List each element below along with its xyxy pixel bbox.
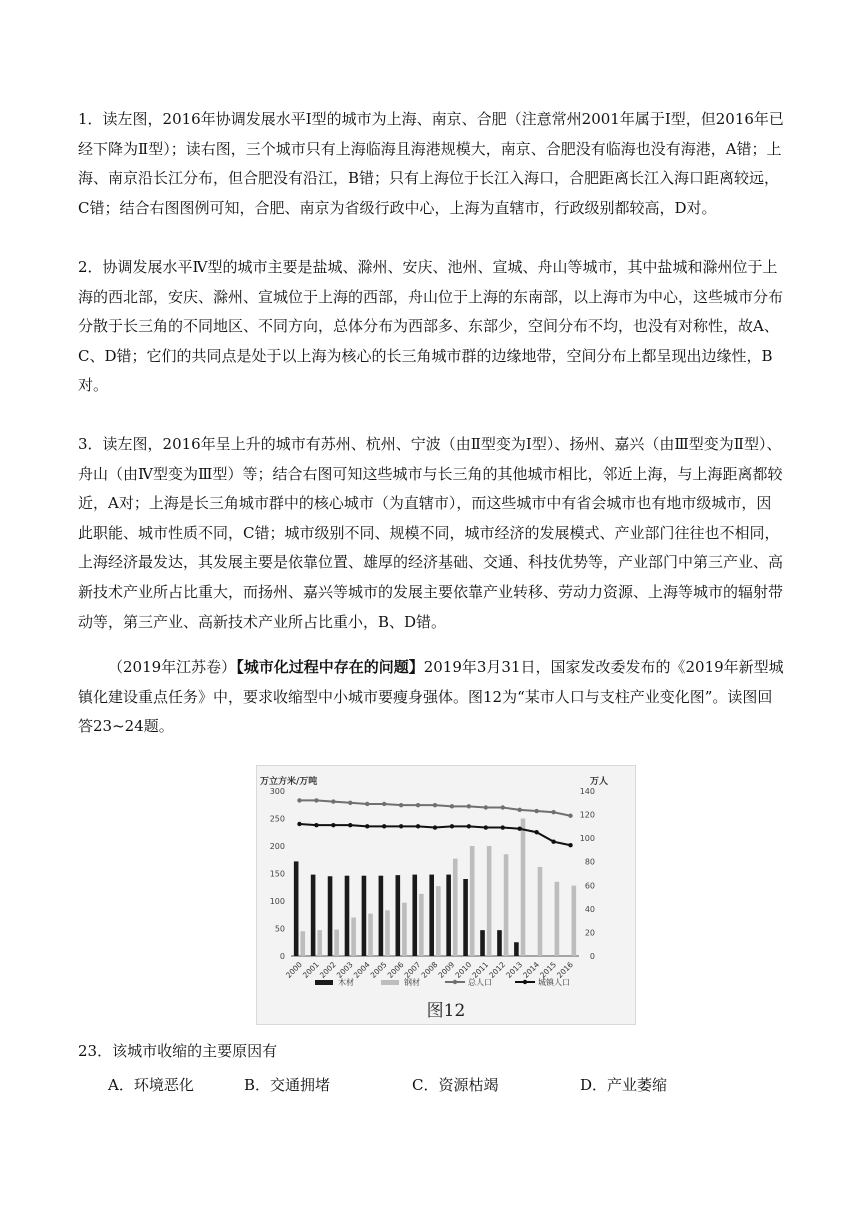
bar-steel xyxy=(487,846,492,956)
x-tick-label: 2000 xyxy=(284,960,304,980)
bar-wood xyxy=(429,875,434,956)
bar-steel xyxy=(555,882,560,956)
x-tick-label: 2010 xyxy=(453,960,474,980)
bar-wood xyxy=(345,876,350,956)
bar-steel xyxy=(402,903,407,956)
x-tick-label: 2015 xyxy=(538,960,559,980)
bar-steel xyxy=(504,854,509,956)
population-industry-chart xyxy=(257,766,635,1024)
left-tick-label: 250 xyxy=(269,814,285,824)
legend-swatch xyxy=(315,980,333,985)
bar-wood xyxy=(446,875,451,956)
legend-label: 木材 xyxy=(338,978,354,987)
total-population-point xyxy=(399,803,403,807)
total-population-point xyxy=(297,798,301,802)
x-tick-label: 2006 xyxy=(385,960,406,980)
right-tick-label: 100 xyxy=(579,834,595,844)
urban-population-point xyxy=(382,824,386,828)
left-tick-label: 200 xyxy=(269,842,285,851)
urban-population-point xyxy=(399,824,403,828)
urban-population-point xyxy=(534,830,538,834)
right-tick-label: 80 xyxy=(584,857,595,867)
bar-steel xyxy=(470,846,475,956)
bar-steel xyxy=(453,859,458,956)
right-tick-label: 0 xyxy=(589,952,595,961)
total-population-point xyxy=(467,804,471,808)
urban-population-point xyxy=(348,823,352,827)
total-population-point xyxy=(534,809,538,813)
right-tick-label: 140 xyxy=(579,787,595,796)
urban-population-point xyxy=(568,843,572,847)
left-tick-label: 150 xyxy=(269,869,285,879)
option-a[interactable]: A．环境恶化 xyxy=(108,1076,194,1094)
bar-wood xyxy=(463,879,468,956)
bar-wood xyxy=(514,942,519,956)
urban-population-point xyxy=(467,824,471,828)
total-population-line xyxy=(299,800,570,815)
option-d[interactable]: D．产业萎缩 xyxy=(580,1076,668,1094)
bar-steel xyxy=(419,894,424,956)
right-tick-label: 60 xyxy=(584,881,595,891)
bar-steel xyxy=(538,867,543,956)
answer-paragraph-3: 3．读左图，2016年呈上升的城市有苏州、杭州、宁波（由Ⅱ型变为Ⅰ型）、扬州、嘉兴（由Ⅲ型变为Ⅱ型）、舟山（由Ⅳ型变为Ⅲ型）等；结合右图可知这些城市与长三角的其他城市相比，邻近上海，与上海距离都较近，A对；上海是长三角城市群中的核心城市（为直辖市），而这些城市中有省会城市也有地市级城市，因此职能、城市性质不同，C错；城市级别不同、规模不同，城市经济的发展模式、产业部门往往也不相同，上海经济最发达，其发展主要是依靠位置、雄厚的经济基础、交通、科技优势等，产业部门中第三产业、高新技术产业所占比重大，而扬州、嘉兴等城市的发展主要依靠产业转移、劳动力资源、上海等城市的辐射带动等，第三产业、高新技术产业所占比重小，B、D错。 xyxy=(78,435,784,631)
x-tick-label: 2011 xyxy=(470,960,491,980)
left-tick-label: 0 xyxy=(279,952,285,961)
bar-steel xyxy=(334,930,339,956)
right-tick-label: 20 xyxy=(584,928,595,938)
bar-steel xyxy=(385,910,390,956)
right-tick-label: 40 xyxy=(584,904,595,914)
total-population-point xyxy=(331,799,335,803)
x-tick-label: 2002 xyxy=(317,960,338,980)
left-tick-label: 300 xyxy=(269,787,285,796)
x-tick-label: 2003 xyxy=(334,960,355,980)
urban-population-point xyxy=(551,839,555,843)
legend-label: 城镇人口 xyxy=(538,978,570,987)
total-population-point xyxy=(348,801,352,805)
bar-wood xyxy=(362,876,367,956)
total-population-point xyxy=(416,803,420,807)
option-c[interactable]: C．资源枯竭 xyxy=(412,1076,499,1094)
total-population-point xyxy=(382,802,386,806)
right-tick-label: 120 xyxy=(579,810,595,820)
answer-paragraph-2: 2．协调发展水平Ⅳ型的城市主要是盐城、滁州、安庆、池州、宣城、舟山等城市，其中盐城和滁州位于上海的西北部，安庆、滁州、宣城位于上海的西部，舟山位于上海的东南部，以上海市为中心，这些城市分布分散于长三角的不同地区、不同方向，总体分布为西部多、东部少，空间分布不均，也没有对称性，故A、C、D错；它们的共同点是处于以上海为核心的长三角城市群的边缘地带，空间分布上都呈现出边缘性，B对。 xyxy=(78,258,784,395)
urban-population-point xyxy=(365,824,369,828)
question-23-stem: 23．该城市收缩的主要原因有 xyxy=(78,1042,278,1060)
x-tick-label: 2013 xyxy=(504,960,525,980)
x-tick-label: 2008 xyxy=(419,960,440,980)
figure-12 xyxy=(256,765,636,1025)
bar-steel xyxy=(572,886,577,956)
question-intro xyxy=(78,653,784,742)
left-tick-label: 50 xyxy=(274,924,285,934)
bar-steel xyxy=(351,918,356,957)
bar-wood xyxy=(311,875,316,956)
bar-steel xyxy=(317,930,322,956)
x-tick-label: 2005 xyxy=(368,960,389,980)
total-population-point xyxy=(484,805,488,809)
total-population-point xyxy=(551,810,555,814)
urban-population-point xyxy=(314,823,318,827)
total-population-point xyxy=(314,798,318,802)
urban-population-point xyxy=(416,824,420,828)
total-population-point xyxy=(433,803,437,807)
x-tick-label: 2001 xyxy=(300,960,321,980)
source-label: （2019年江苏卷） xyxy=(108,658,237,676)
right-axis-unit: 万人 xyxy=(590,777,609,787)
figure-caption: 图12 xyxy=(426,1001,466,1021)
left-axis-unit: 万立方米/万吨 xyxy=(260,777,318,787)
bar-wood xyxy=(412,875,417,956)
bar-wood xyxy=(294,861,299,956)
bar-wood xyxy=(328,876,333,956)
topic-label: 【城市化过程中存在的问题】 xyxy=(236,658,424,676)
legend-label: 钢材 xyxy=(404,978,420,987)
option-b[interactable]: B．交通拥堵 xyxy=(244,1076,331,1094)
urban-population-point xyxy=(331,823,335,827)
x-tick-label: 2009 xyxy=(436,960,457,980)
urban-population-point xyxy=(450,824,454,828)
total-population-point xyxy=(518,808,522,812)
legend-marker xyxy=(453,980,457,984)
urban-population-point xyxy=(501,825,505,829)
bar-steel xyxy=(300,931,305,956)
bar-wood xyxy=(497,930,502,956)
total-population-point xyxy=(365,802,369,806)
urban-population-point xyxy=(484,825,488,829)
bar-steel xyxy=(368,914,373,956)
legend-label: 总人口 xyxy=(468,978,492,987)
bar-steel xyxy=(521,819,526,957)
legend-marker xyxy=(523,980,527,984)
urban-population-point xyxy=(433,825,437,829)
total-population-point xyxy=(568,814,572,818)
bar-wood xyxy=(480,930,485,956)
answer-paragraph-1: 1．读左图，2016年协调发展水平Ⅰ型的城市为上海、南京、合肥（注意常州2001年属于Ⅰ型，但2016年已经下降为Ⅱ型）；读右图，三个城市只有上海临海且海港规模大，南京、合肥没有临海也没有海港，A错；上海、南京沿长江分布，但合肥没有沿江，B错；只有上海位于长江入海口，合肥距离长江入海口距离较远，C错；结合右图图例可知，合肥、南京为省级行政中心，上海为直辖市，行政级别都较高，D对。 xyxy=(78,110,784,217)
total-population-point xyxy=(501,805,505,809)
urban-population-point xyxy=(297,822,301,826)
left-tick-label: 100 xyxy=(269,897,285,906)
legend-swatch xyxy=(381,980,399,985)
x-tick-label: 2012 xyxy=(487,960,508,980)
x-tick-label: 2007 xyxy=(402,960,423,980)
bar-steel xyxy=(436,886,441,956)
x-tick-label: 2016 xyxy=(555,960,575,980)
x-tick-label: 2014 xyxy=(521,960,542,980)
x-tick-label: 2004 xyxy=(351,960,372,980)
bar-wood xyxy=(379,876,384,956)
urban-population-point xyxy=(518,827,522,831)
bar-wood xyxy=(396,875,401,956)
intro-text: 2019年3月31日，国家发改委发布的《2019年新型城镇化建设重点任务》中，要求收缩型中小城市要瘦身强体。图12为“某市人口与支柱产业变化图”。读图回答23~24题。 xyxy=(78,658,784,736)
total-population-point xyxy=(450,804,454,808)
